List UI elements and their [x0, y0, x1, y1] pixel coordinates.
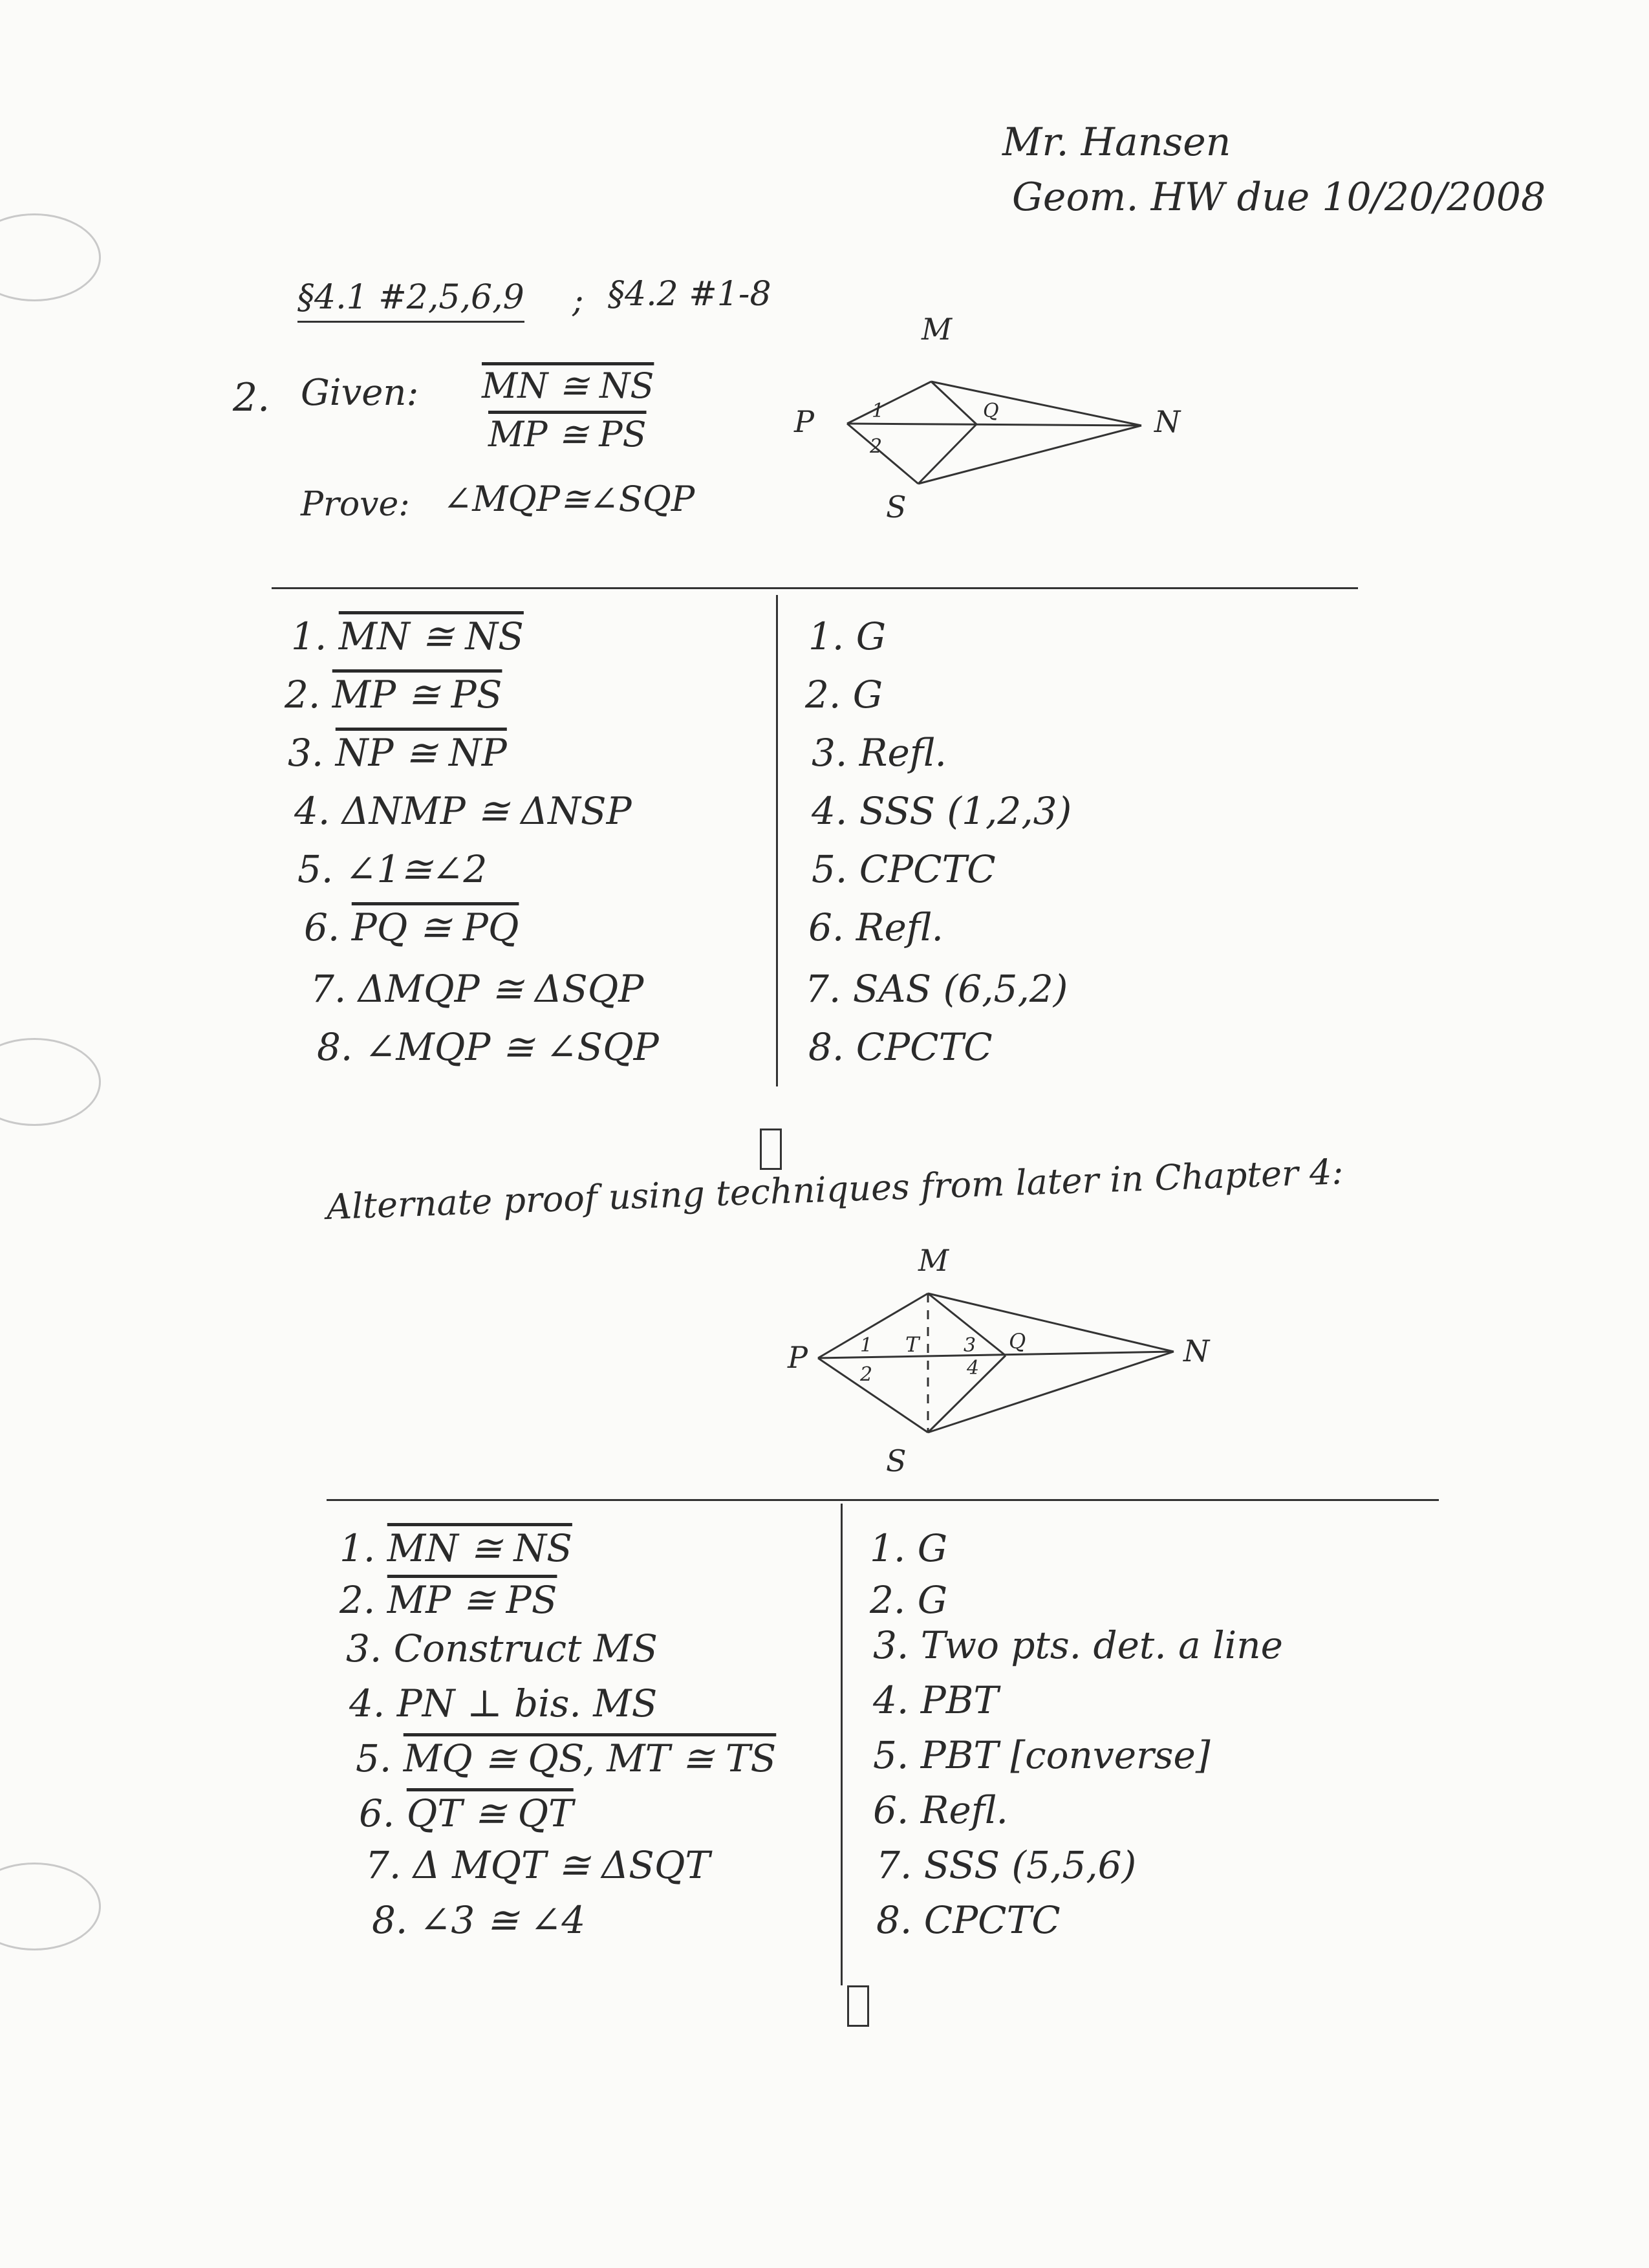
problem-number: 2.	[233, 375, 270, 420]
fig2-angle-2: 2	[860, 1363, 873, 1386]
given-statement-1: MN ≅ NS	[482, 365, 654, 406]
fig2-label-n: N	[1183, 1334, 1210, 1368]
proof2-reason-2: 2. G	[870, 1578, 948, 1622]
proof1-statement-2: 2. MP ≅ PS	[285, 673, 502, 717]
proof1-statement-5: 5. ∠1≅∠2	[297, 847, 488, 891]
given-label: Given:	[301, 372, 419, 414]
proof2-reason-5: 5. PBT [converse]	[873, 1733, 1211, 1777]
teacher-name: Mr. Hansen	[1002, 120, 1231, 165]
proof2-reason-7: 7. SSS (5,5,6)	[876, 1843, 1137, 1887]
proof2-reason-6: 6. Refl.	[873, 1788, 1008, 1832]
proof1-statement-6: 6. PQ ≅ PQ	[304, 905, 519, 949]
proof1-statement-4: 4. ΔNMP ≅ ΔNSP	[294, 789, 632, 833]
proof1-reason-4: 4. SSS (1,2,3)	[812, 789, 1072, 833]
fig2-label-t: T	[905, 1332, 920, 1357]
proof1-reason-5: 5. CPCTC	[812, 847, 996, 891]
assignment-section-2: §4.2 #1-8	[608, 275, 771, 314]
fig2-angle-1: 1	[860, 1334, 873, 1357]
assignment-section-1: §4.1 #2,5,6,9	[297, 278, 524, 323]
proof2-statement-8: 8. ∠3 ≅ ∠4	[372, 1898, 586, 1942]
proof2-statement-7: 7. Δ MQT ≅ ΔSQT	[365, 1843, 711, 1887]
proof1-statement-7: 7. ΔMQP ≅ ΔSQP	[310, 967, 644, 1011]
prove-label: Prove:	[301, 485, 410, 524]
proof2-reason-8: 8. CPCTC	[876, 1898, 1061, 1942]
proof1-reason-3: 3. Refl.	[812, 731, 947, 775]
proof2-statement-4: 4. PN ⊥ bis. MS	[349, 1681, 658, 1725]
proof1-reason-2: 2. G	[805, 673, 883, 717]
prove-statement: ∠MQP≅∠SQP	[443, 479, 695, 519]
proof2-reason-3: 3. Two pts. det. a line	[873, 1623, 1283, 1667]
proof1-statement-1: 1. MN ≅ NS	[291, 614, 524, 658]
proof2-statement-3: 3. Construct MS	[346, 1626, 658, 1670]
fig1-angle-2: 2	[870, 435, 883, 458]
fig1-label-s: S	[886, 490, 907, 524]
proof1-reason-7: 7. SAS (6,5,2)	[805, 967, 1068, 1011]
fig2-angle-4: 4	[967, 1357, 980, 1379]
proof1-statement-3: 3. NP ≅ NP	[288, 731, 507, 775]
proof2-statement-6: 6. QT ≅ QT	[359, 1791, 574, 1835]
given-statement-2: MP ≅ PS	[488, 414, 647, 455]
fig2-angle-3: 3	[964, 1334, 976, 1357]
fig1-label-m: M	[921, 312, 953, 347]
fig1-label-q: Q	[983, 400, 999, 422]
alternate-proof-heading: Alternate proof using techniques from later in Chapter 4:	[325, 1151, 1344, 1227]
proof2-reason-4: 4. PBT	[873, 1678, 999, 1722]
fig2-label-p: P	[788, 1340, 808, 1375]
proof2-divider	[841, 1504, 843, 1985]
fig1-label-p: P	[794, 404, 814, 439]
proof1-reason-6: 6. Refl.	[808, 905, 943, 949]
proof2-top-rule	[327, 1499, 1439, 1501]
course-due-date: Geom. HW due 10/20/2008	[1012, 175, 1546, 220]
proof2-qed-box	[847, 1985, 869, 2027]
proof2-statement-2: 2. MP ≅ PS	[339, 1578, 557, 1622]
assignment-separator: ;	[572, 281, 584, 320]
proof2-reason-1: 1. G	[870, 1526, 948, 1570]
fig1-label-n: N	[1154, 404, 1181, 439]
fig2-label-q: Q	[1009, 1329, 1026, 1354]
proof1-statement-8: 8. ∠MQP ≅ ∠SQP	[317, 1025, 659, 1069]
fig2-label-m: M	[918, 1243, 949, 1278]
proof2-statement-1: 1. MN ≅ NS	[339, 1526, 572, 1570]
proof2-statement-5: 5. MQ ≅ QS, MT ≅ TS	[356, 1736, 777, 1780]
fig1-angle-1: 1	[872, 400, 885, 422]
fig2-label-s: S	[886, 1443, 907, 1478]
proof1-reason-1: 1. G	[808, 614, 887, 658]
proof1-reason-8: 8. CPCTC	[808, 1025, 993, 1069]
